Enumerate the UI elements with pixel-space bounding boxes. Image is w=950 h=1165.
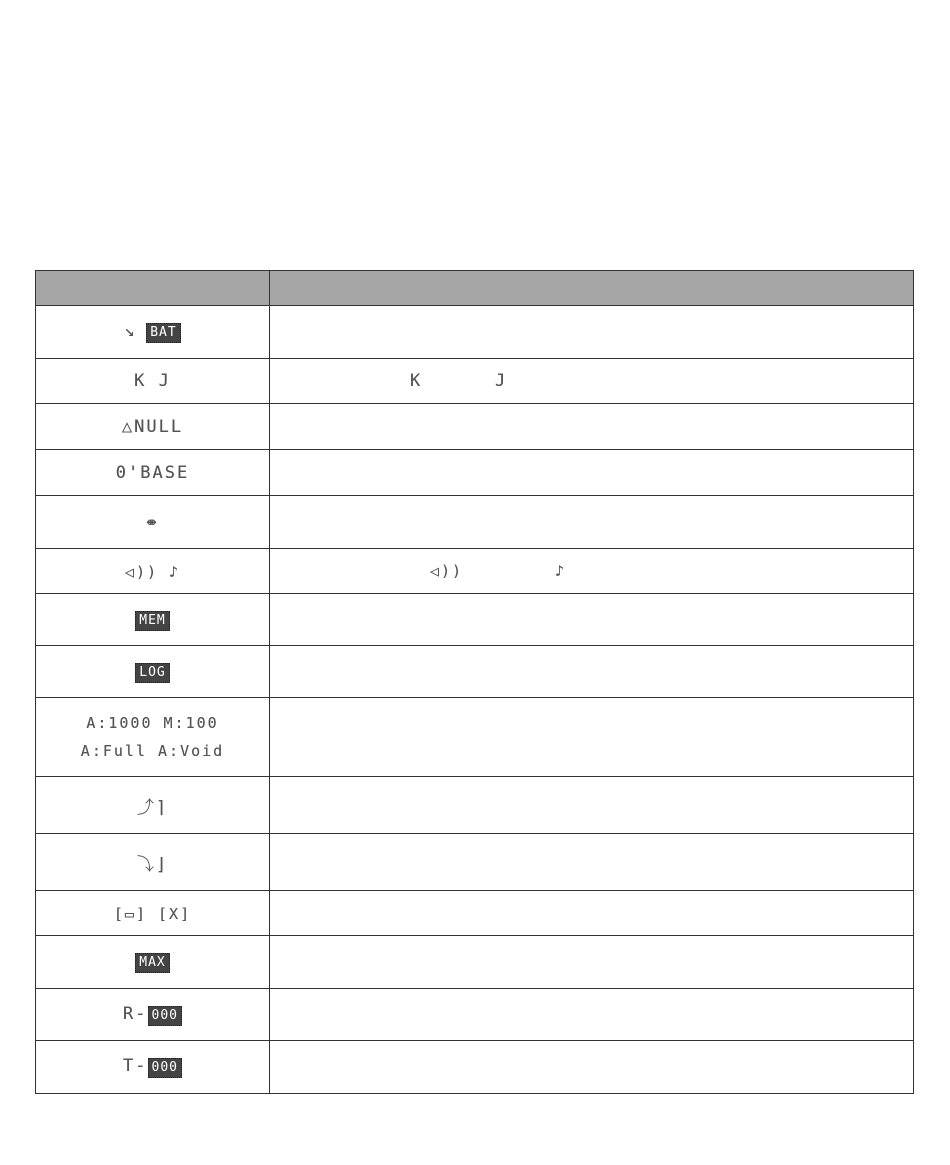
description-cell <box>270 989 914 1041</box>
battery-status-symbol: [▭] [X] <box>113 904 192 923</box>
table-row <box>36 891 914 936</box>
table-row <box>36 549 914 594</box>
symbol-cell <box>36 834 270 891</box>
t-prefix-symbol: T- <box>123 1056 148 1076</box>
symbol-cell <box>36 891 270 936</box>
description-cell <box>270 698 914 777</box>
table-row <box>36 646 914 698</box>
buzzer-note-symbol: ◁)) ♪ <box>124 562 181 581</box>
table-row <box>36 496 914 549</box>
r-counter-symbol: 000 <box>148 1006 182 1026</box>
r-prefix-symbol: R- <box>123 1003 148 1024</box>
description-cell <box>270 404 914 450</box>
falling-edge-symbol: ⤵⌋ <box>136 854 169 875</box>
log-symbol: LOG <box>135 663 169 683</box>
symbol-cell <box>36 698 270 777</box>
description-cell <box>270 549 914 594</box>
j-symbol: J <box>495 371 508 391</box>
description-cell <box>270 834 914 891</box>
buzzer-icon: ◁)) <box>430 562 464 580</box>
table-row <box>36 359 914 404</box>
mem-symbol: MEM <box>135 611 169 631</box>
description-cell <box>270 359 914 404</box>
table-row <box>36 306 914 359</box>
symbol-table <box>35 270 914 1094</box>
table-row <box>36 404 914 450</box>
description-cell <box>270 306 914 359</box>
description-cell <box>270 891 914 936</box>
header-description <box>270 271 914 306</box>
description-cell <box>270 450 914 496</box>
null-symbol: △NULL <box>121 416 184 437</box>
description-cell <box>270 594 914 646</box>
symbol-cell <box>36 1041 270 1094</box>
table-row <box>36 594 914 646</box>
description-cell <box>270 646 914 698</box>
memory-status-symbol: A:Full A:Void <box>80 742 225 760</box>
table-row <box>36 989 914 1041</box>
symbol-cell <box>36 450 270 496</box>
description-cell <box>270 777 914 834</box>
symbol-cell <box>36 496 270 549</box>
table-row <box>36 936 914 989</box>
table-row <box>36 1041 914 1094</box>
k-symbol: K <box>410 371 423 391</box>
table-row <box>36 834 914 891</box>
symbol-cell <box>36 989 270 1041</box>
header-symbol <box>36 271 270 306</box>
symbol-cell <box>36 404 270 450</box>
k-j-symbol: K J <box>134 371 171 391</box>
symbol-cell <box>36 359 270 404</box>
table-row <box>36 450 914 496</box>
music-note-icon: ♪ <box>555 562 567 580</box>
symbol-cell <box>36 549 270 594</box>
table-row <box>36 698 914 777</box>
symbol-cell <box>36 936 270 989</box>
symbol-cell <box>36 646 270 698</box>
rising-edge-symbol: ⤴⌉ <box>136 797 169 818</box>
symbol-cell <box>36 306 270 359</box>
table-header-row <box>36 271 914 306</box>
description-cell <box>270 936 914 989</box>
memory-count-symbol: A:1000 M:100 <box>86 714 219 732</box>
max-symbol: MAX <box>135 953 169 973</box>
description-cell <box>270 1041 914 1094</box>
symbol-cell <box>36 777 270 834</box>
diode-symbol: ⇼ <box>146 512 159 532</box>
slope-symbol: ↘ <box>124 321 137 341</box>
battery-symbol: BAT <box>146 323 180 343</box>
description-cell <box>270 496 914 549</box>
t-counter-symbol: 000 <box>148 1058 182 1078</box>
table-row <box>36 777 914 834</box>
zero-base-symbol: 0'BASE <box>115 462 190 483</box>
symbol-cell <box>36 594 270 646</box>
